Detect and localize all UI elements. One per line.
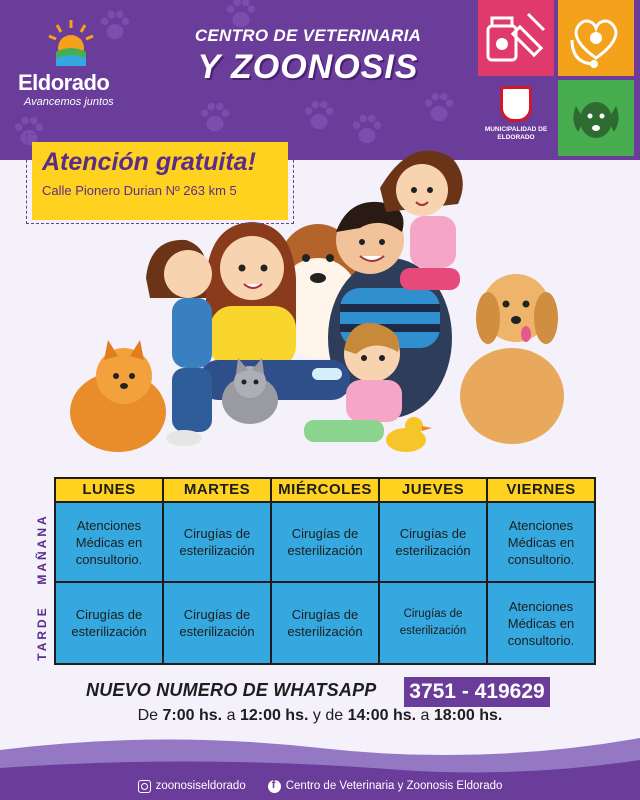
- logo-name: Eldorado: [18, 70, 110, 95]
- day-header: MIÉRCOLES: [272, 477, 380, 503]
- shield-icon: [500, 86, 532, 122]
- eldorado-logo: [18, 18, 128, 108]
- schedule-row-afternoon: [54, 583, 596, 665]
- schedule-cell: Atenciones Médicas en consultorio.: [488, 503, 596, 583]
- schedule-cell: Cirugías de esterilización: [164, 583, 272, 665]
- paw-stethoscope-icon: [558, 0, 634, 76]
- day-header: MARTES: [164, 477, 272, 503]
- title-line-2: Y ZOONOSIS: [197, 48, 419, 86]
- hours-text: a: [420, 707, 430, 724]
- schedule-cell: Cirugías de esterilización: [380, 503, 488, 583]
- hours-time: 12:00 hs.: [239, 707, 309, 724]
- whatsapp-number[interactable]: 3751 - 419629: [404, 677, 550, 707]
- free-attention-box: [32, 142, 288, 220]
- hours-text: a: [226, 707, 236, 724]
- page-title: [158, 26, 458, 96]
- instagram-handle: zoonosiseldorado: [155, 780, 246, 792]
- period-label-text: TARDE: [35, 605, 49, 661]
- schedule-cell: Cirugías de esterilización: [380, 583, 488, 665]
- pet-food-medicine-icon: [478, 0, 554, 76]
- hours-text: De: [137, 707, 159, 724]
- facebook-icon: [268, 780, 281, 793]
- hours-time: 18:00 hs.: [433, 707, 503, 724]
- title-line-1: CENTRO DE VETERINARIA: [194, 26, 422, 45]
- logo-tagline: Avancemos juntos: [24, 96, 114, 108]
- period-label-afternoon: [30, 606, 54, 666]
- period-label-morning: [30, 512, 54, 592]
- golden-retriever: [460, 274, 564, 444]
- facebook-page: Centro de Veterinaria y Zoonosis Eldorado: [285, 780, 503, 792]
- opening-hours: [0, 707, 640, 725]
- pomeranian-dog: [70, 340, 166, 452]
- schedule-cell: Atenciones Médicas en consultorio.: [488, 583, 596, 665]
- hours-time: 14:00 hs.: [347, 707, 417, 724]
- rubber-duck: [386, 417, 432, 452]
- whatsapp-line: [86, 677, 566, 707]
- hours-text: y de: [312, 707, 344, 724]
- municipality-name: MUNICIPALIDAD DE ELDORADO: [484, 126, 548, 141]
- schedule-cell: Cirugías de esterilización: [272, 583, 380, 665]
- schedule-cell: Cirugías de esterilización: [272, 503, 380, 583]
- footer-social: [0, 772, 640, 800]
- period-labels: [30, 502, 54, 664]
- whatsapp-label: NUEVO NUMERO DE WHATSAPP: [86, 680, 377, 700]
- period-label-text: MAÑANA: [35, 513, 49, 585]
- schedule-cell: Cirugías de esterilización: [54, 583, 164, 665]
- day-header: JUEVES: [380, 477, 488, 503]
- tile-vet-care: [558, 0, 634, 76]
- tile-pet-care: [478, 0, 554, 76]
- schedule-cell: Cirugías de esterilización: [164, 503, 272, 583]
- day-header: LUNES: [54, 477, 164, 503]
- schedule-row-morning: [54, 503, 596, 583]
- schedule-header-row: [54, 477, 596, 503]
- instagram-icon: [138, 780, 151, 793]
- sun-logo-icon: [46, 18, 96, 68]
- schedule-table: [54, 477, 596, 665]
- instagram-link[interactable]: [138, 780, 246, 793]
- attention-address: Calle Pionero Durian Nº 263 km 5: [42, 183, 237, 198]
- attention-title: Atención gratuita!: [42, 148, 256, 176]
- facebook-link[interactable]: [268, 780, 503, 793]
- schedule-cell: Atenciones Médicas en consultorio.: [54, 503, 164, 583]
- hours-time: 7:00 hs.: [162, 707, 223, 724]
- day-header: VIERNES: [488, 477, 596, 503]
